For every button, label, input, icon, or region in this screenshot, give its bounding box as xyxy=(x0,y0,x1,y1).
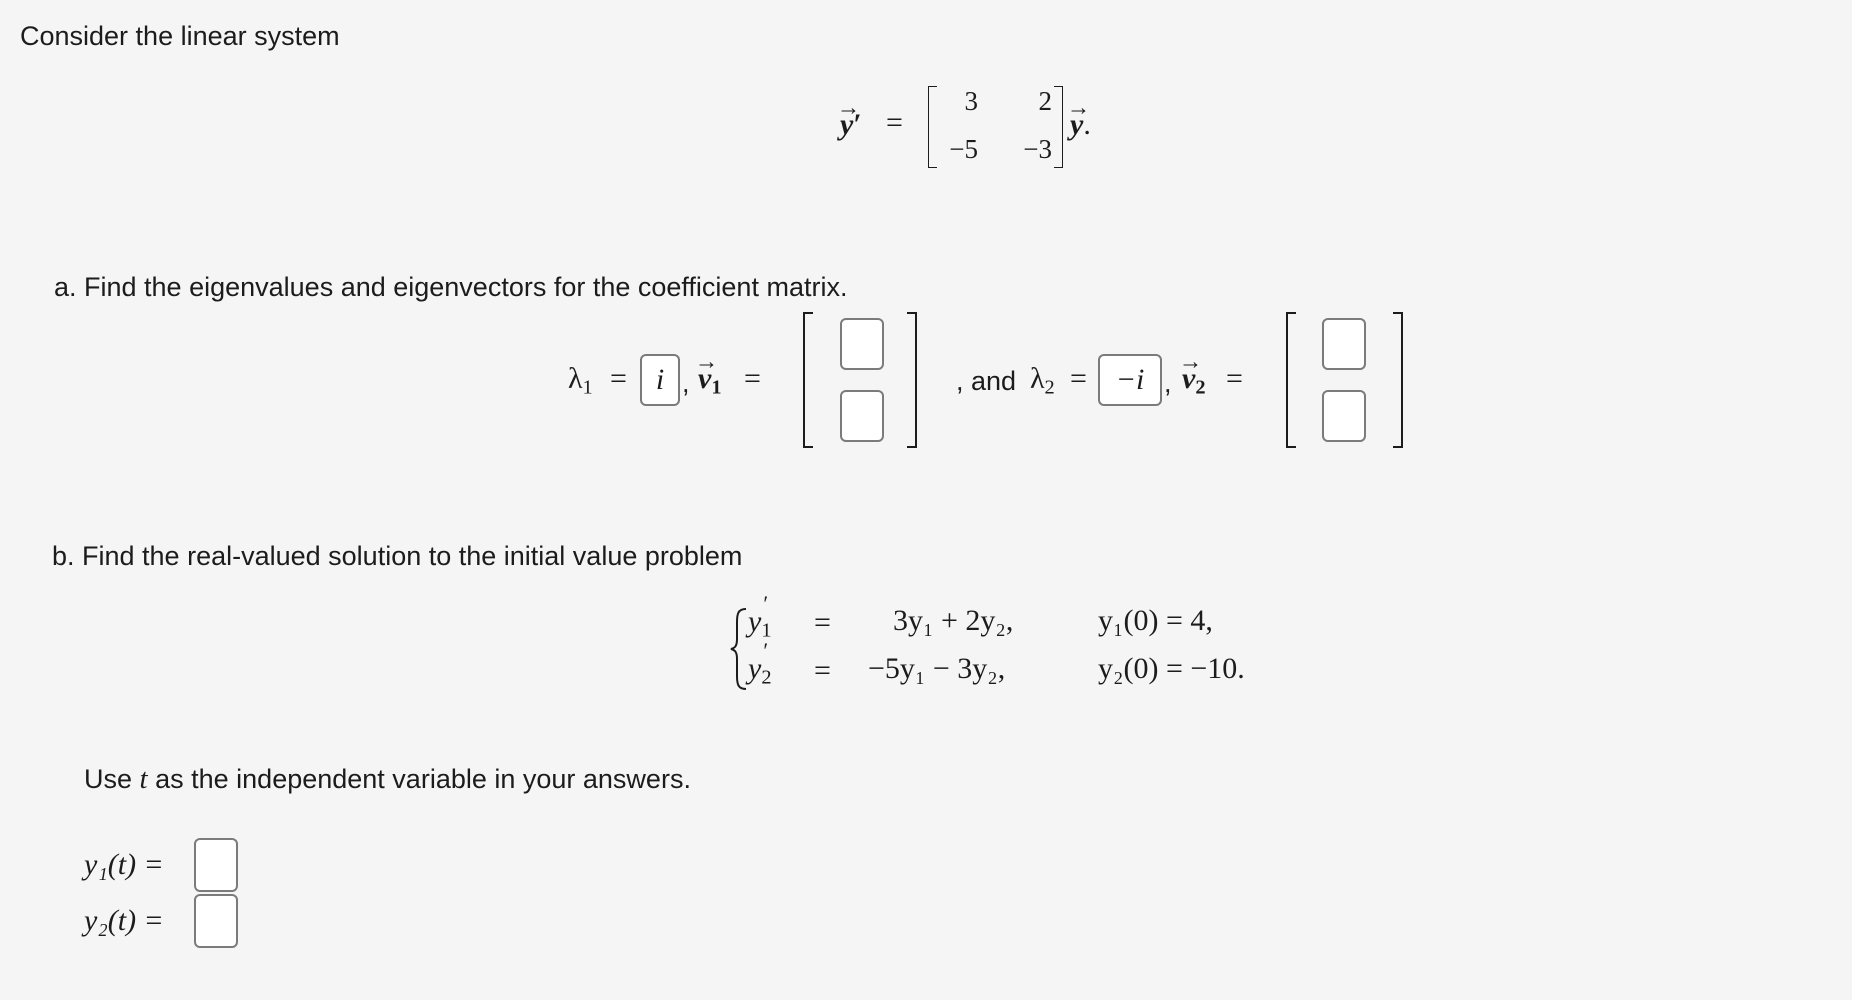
instruction-pre: Use xyxy=(84,764,133,794)
eq1-initial-condition: y₁(0) = 4, xyxy=(1098,604,1213,637)
lambda2-label xyxy=(1030,362,1055,400)
system-left-brace xyxy=(728,606,750,692)
y2-answer-label: y₂(t) = xyxy=(84,904,164,937)
instruction-text xyxy=(84,763,691,796)
lambda2-value: −i xyxy=(1115,363,1145,396)
system-lhs xyxy=(840,108,862,142)
lambda1-value: i xyxy=(655,363,665,396)
eq2-rhs: −5y₁ − 3y₂, xyxy=(868,652,1006,685)
v1-subscript: 1 xyxy=(711,376,722,399)
v2-left-bracket xyxy=(1286,312,1296,448)
and-text: , and xyxy=(956,366,1017,396)
system-lhs-prime: ′ xyxy=(853,108,862,141)
instruction-post: as the independent variable in your answers. xyxy=(155,764,691,794)
system-matrix-right-bracket xyxy=(1054,86,1063,168)
system-matrix-left-bracket xyxy=(928,86,937,168)
lambda1-symbol: λ xyxy=(568,362,583,395)
eq2-equals: = xyxy=(814,654,831,687)
v1-vector-symbol: → v xyxy=(698,362,711,396)
v1-equals: = xyxy=(744,362,761,395)
v1-label xyxy=(698,362,722,400)
matrix-cell-21: −5 xyxy=(949,134,978,164)
v2-subscript: 2 xyxy=(1195,376,1206,399)
eq2-lhs xyxy=(748,638,772,690)
part-a-prompt: a. Find the eigenvalues and eigenvectors for the coefficient matrix. xyxy=(54,272,848,302)
v1-left-bracket xyxy=(803,312,813,448)
v1-component-2-input[interactable] xyxy=(840,390,884,442)
eq2-lhs-sub: 2 xyxy=(761,666,772,689)
matrix-cell-22: −3 xyxy=(1023,134,1052,164)
lambda1-comma: , xyxy=(682,368,690,398)
v1-component-1-input[interactable] xyxy=(840,318,884,370)
eq2-initial-condition: y₂(0) = −10. xyxy=(1098,652,1245,685)
intro-text: Consider the linear system xyxy=(20,21,340,51)
lambda1-input[interactable] xyxy=(640,354,680,406)
lambda2-equals: = xyxy=(1070,362,1087,395)
lambda2-symbol: λ xyxy=(1030,362,1045,395)
y1-answer-label: y₁(t) = xyxy=(84,848,164,881)
eq1-lhs-var: y xyxy=(748,605,762,638)
system-rhs-vector: → y xyxy=(1070,108,1083,142)
system-lhs-vector: → y xyxy=(840,108,853,142)
lambda1-label xyxy=(568,362,593,400)
v2-vector-symbol: → v xyxy=(1182,362,1195,396)
part-b-prompt: b. Find the real-valued solution to the initial value problem xyxy=(52,541,743,571)
v2-component-2-input[interactable] xyxy=(1322,390,1366,442)
v2-right-bracket xyxy=(1393,312,1403,448)
v2-equals: = xyxy=(1226,362,1243,395)
eq2-prime: ′ xyxy=(763,638,769,663)
lambda1-subscript: 1 xyxy=(582,376,593,399)
system-period: . xyxy=(1083,108,1091,141)
eq1-equals: = xyxy=(814,606,831,639)
v1-right-bracket xyxy=(907,312,917,448)
v2-label xyxy=(1182,362,1206,400)
eq1-prime: ′ xyxy=(763,591,769,616)
matrix-cell-11: 3 xyxy=(964,86,978,116)
lambda2-comma: , xyxy=(1164,368,1172,398)
lambda2-subscript: 2 xyxy=(1044,376,1055,399)
v2-component-1-input[interactable] xyxy=(1322,318,1366,370)
instruction-variable: t xyxy=(139,763,148,795)
system-rhs xyxy=(1070,108,1091,142)
y2-answer-input[interactable] xyxy=(194,894,238,948)
eq1-lhs-sub: 1 xyxy=(761,619,772,642)
lambda2-input[interactable] xyxy=(1098,354,1162,406)
y1-answer-input[interactable] xyxy=(194,838,238,892)
system-equals: = xyxy=(886,106,903,139)
eq1-rhs: 3y₁ + 2y₂, xyxy=(893,604,1014,637)
matrix-cell-12: 2 xyxy=(1038,86,1052,116)
lambda1-equals: = xyxy=(610,362,627,395)
eq2-lhs-var: y xyxy=(748,652,762,685)
